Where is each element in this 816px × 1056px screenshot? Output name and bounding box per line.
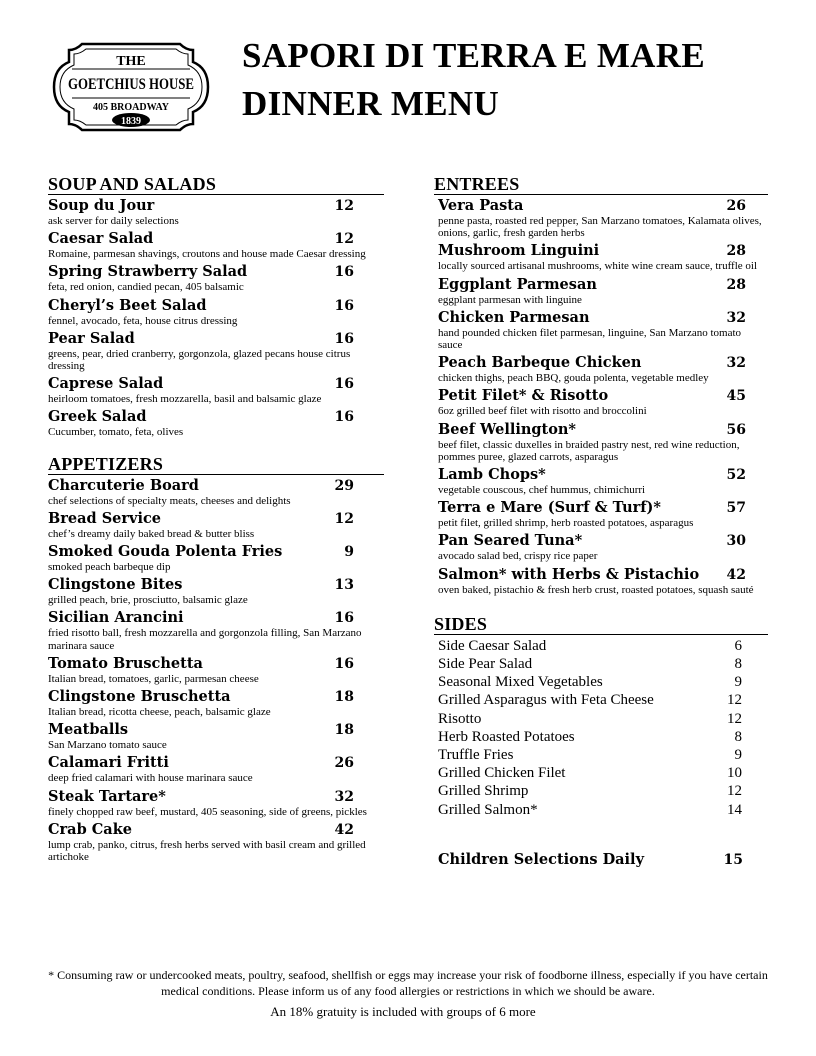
menu-item [438,276,768,306]
side-item [438,673,768,691]
item-description: oven baked, pistachio & fresh herb crust, roasted potatoes, squash sauté [438,583,754,596]
logo-year: 1839 [121,116,141,127]
item-name: Clingstone Bruschetta [48,688,231,706]
item-name: Sicilian Arancini [48,609,184,627]
section-title-sides: SIDES [434,614,768,635]
page-title [242,32,705,128]
side-price: 14 [727,801,742,818]
item-name: Eggplant Parmesan [438,275,597,293]
children-selections-price: 15 [723,851,743,868]
item-description: deep fried calamari with house marinara sauce [48,772,253,785]
side-name: Grilled Chicken Filet [438,765,566,782]
side-price: 9 [734,747,742,764]
item-description: grilled peach, brie, prosciutto, balsamic glaze [48,594,248,607]
left-column [48,174,382,866]
side-item [438,637,768,655]
item-price: 30 [726,533,746,550]
logo-address: 405 BROADWAY [92,102,170,113]
item-name: Salmon* with Herbs & Pistachio [438,565,700,583]
side-item [438,691,768,709]
item-description: finely chopped raw beef, mustard, 405 seasoning, side of greens, pickles [48,805,367,818]
item-description: Italian bread, tomatoes, garlic, parmesan cheese [48,672,259,685]
side-price: 10 [727,765,742,782]
item-name: Chicken Parmesan [438,308,590,326]
item-description: chef’s dreamy daily baked bread & butter bliss [48,527,255,540]
section-title-entrees: ENTREES [434,174,768,195]
item-name: Meatballs [48,721,129,739]
side-item [438,746,768,764]
item-description: heirloom tomatoes, fresh mozzarella, basil and balsamic glaze [48,393,322,406]
menu-item [438,387,768,417]
item-price: 57 [726,500,746,517]
logo-name: GOETCHIUS HOUSE [68,76,194,93]
item-price: 16 [334,297,354,314]
menu-item [48,197,382,227]
menu-item [48,375,382,405]
item-price: 28 [726,276,746,293]
menu-item [48,510,382,540]
item-description: fried risotto ball, fresh mozzarella and gorgonzola filling, San Marzano marinara sauce [48,627,362,652]
menu-item [48,821,382,863]
item-name: Terra e Mare (Surf & Turf)* [438,499,661,517]
item-description: lump crab, panko, citrus, fresh herbs served with basil cream and grilled artichoke [48,838,366,864]
side-item [438,710,768,728]
item-name: Lamb Chops* [438,466,546,484]
item-description: eggplant parmesan with linguine [438,293,582,306]
item-name: Beef Wellington* [438,420,577,438]
menu-item [438,566,768,596]
item-price: 42 [726,566,746,583]
item-price: 29 [334,477,354,494]
side-name: Grilled Asparagus with Feta Cheese [438,692,654,709]
side-name: Risotto [438,710,482,727]
side-name: Grilled Salmon* [438,801,538,818]
item-price: 45 [726,388,746,405]
item-name: Calamari Fritti [48,754,169,772]
side-name: Seasonal Mixed Vegetables [438,674,603,691]
item-description: Romaine, parmesan shavings, croutons and house made Caesar dressing [48,248,366,261]
menu-item [48,754,382,784]
appetizers-list [48,477,382,864]
item-description: chef selections of specialty meats, cheeses and delights [48,494,291,507]
item-description: vegetable couscous, chef hummus, chimichurri [438,484,646,497]
item-price: 26 [334,755,354,772]
side-item [438,764,768,782]
children-selections-label: Children Selections Daily [438,850,644,868]
menu-item [48,543,382,573]
item-name: Pan Seared Tuna* [438,532,583,550]
side-price: 8 [734,656,742,673]
menu-item [48,688,382,718]
section-title-appetizers: APPETIZERS [48,454,384,475]
menu-item [48,263,382,293]
item-price: 16 [334,376,354,393]
allergy-disclaimer: * Consuming raw or undercooked meats, poultry, seafood, shellfish or eggs may increase your risk of foodborne illness, especially if you have certain medical conditions. Please inform us of any food allergies or restrictions in which we should be aware. [48,968,768,998]
side-name: Grilled Shrimp [438,783,529,800]
item-name: Tomato Bruschetta [48,654,203,672]
item-description: chicken thighs, peach BBQ, gouda polenta, vegetable medley [438,372,709,385]
section-title-soup-salads: SOUP AND SALADS [48,174,384,195]
item-name: Petit Filet* & Risotto [438,387,609,405]
menu-item [438,354,768,384]
item-name: Smoked Gouda Polenta Fries [48,543,283,561]
item-description: beef filet, classic duxelles in braided pastry nest, red wine reduction, pommes puree, glazed carrots, asparagus [438,438,740,463]
side-item [438,801,768,819]
right-column [434,174,768,869]
item-price: 18 [334,722,354,739]
item-price: 32 [334,788,354,805]
item-name: Peach Barbeque Chicken [438,354,642,372]
item-price: 28 [726,243,746,260]
item-price: 16 [334,264,354,281]
item-price: 16 [334,330,354,347]
menu-item [438,242,768,272]
item-price: 52 [726,467,746,484]
item-name: Mushroom Linguini [438,242,600,260]
item-description: ask server for daily selections [48,215,179,227]
side-name: Herb Roasted Potatoes [438,728,575,745]
side-price: 12 [727,710,742,727]
item-description: locally sourced artisanal mushrooms, white wine cream sauce, truffle oil [438,260,757,273]
item-description: San Marzano tomato sauce [48,739,167,752]
item-description: 6oz grilled beef filet with risotto and broccolini [438,405,647,418]
item-description: fennel, avocado, feta, house citrus dressing [48,314,238,327]
side-price: 8 [734,728,742,745]
item-price: 18 [334,689,354,706]
item-description: avocado salad bed, crispy rice paper [438,550,598,563]
menu-item [48,721,382,751]
side-name: Truffle Fries [438,747,514,764]
menu-item [48,230,382,260]
side-name: Side Caesar Salad [438,637,547,654]
item-price: 12 [334,198,354,214]
side-price: 12 [727,783,742,800]
side-item [438,728,768,746]
side-name: Side Pear Salad [438,656,533,673]
item-description: smoked peach barbeque dip [48,561,171,574]
sides-list [438,637,768,819]
item-price: 32 [726,309,746,326]
item-price: 26 [726,198,746,214]
item-price: 16 [334,409,354,426]
item-price: 42 [334,821,354,838]
item-price: 12 [334,231,354,248]
item-price: 56 [726,421,746,438]
soup-salads-list [48,197,382,439]
item-name: Pear Salad [48,329,135,347]
item-price: 16 [334,610,354,627]
item-name: Caesar Salad [48,230,154,248]
item-price: 32 [726,355,746,372]
logo-the: THE [116,54,146,69]
gratuity-note: An 18% gratuity is included with groups of 6 more [270,1004,536,1019]
item-description: Italian bread, ricotta cheese, peach, balsamic glaze [48,706,271,719]
item-name: Spring Strawberry Salad [48,263,248,281]
item-name: Bread Service [48,509,162,527]
item-description: greens, pear, dried cranberry, gorgonzola, glazed pecans house citrus dressing [48,347,351,373]
menu-item [438,466,768,496]
item-price: 12 [334,510,354,527]
menu-item [48,788,382,818]
menu-item [48,576,382,606]
menu-item [48,330,382,372]
title-line-1: SAPORI DI TERRA E MARE [242,36,705,75]
menu-item [48,655,382,685]
side-price: 9 [734,674,742,691]
side-price: 6 [734,637,742,654]
children-selections [438,851,768,869]
side-price: 12 [727,692,742,709]
menu-item [438,197,768,239]
entrees-list [438,197,768,596]
item-name: Charcuterie Board [48,476,199,494]
item-description: hand pounded chicken filet parmesan, linguine, San Marzano tomato sauce [438,326,742,352]
item-price: 13 [334,577,354,594]
item-name: Crab Cake [48,820,132,838]
goetchius-house-logo [52,40,210,134]
side-item [438,655,768,673]
item-name: Cheryl’s Beet Salad [48,296,207,314]
item-name: Vera Pasta [438,197,524,214]
menu-item [438,421,768,463]
menu-item [48,609,382,651]
item-description: petit filet, grilled shrimp, herb roasted potatoes, asparagus [438,517,694,530]
item-price: 9 [344,544,354,561]
menu-item [438,532,768,562]
side-item [438,782,768,800]
item-name: Greek Salad [48,408,147,426]
item-description: penne pasta, roasted red pepper, San Marzano tomatoes, Kalamata olives, onions, garlic, fresh garden herbs [438,215,762,240]
menu-item [48,297,382,327]
menu-item [438,499,768,529]
menu-item [48,408,382,438]
item-name: Caprese Salad [48,375,164,393]
item-name: Clingstone Bites [48,576,183,594]
item-description: feta, red onion, candied pecan, 405 balsamic [48,281,244,294]
title-line-2: DINNER MENU [242,84,500,123]
item-name: Soup du Jour [48,197,155,214]
menu-item [438,309,768,351]
item-description: Cucumber, tomato, feta, olives [48,426,184,439]
item-price: 16 [334,655,354,672]
item-name: Steak Tartare* [48,787,166,805]
menu-item [48,477,382,507]
